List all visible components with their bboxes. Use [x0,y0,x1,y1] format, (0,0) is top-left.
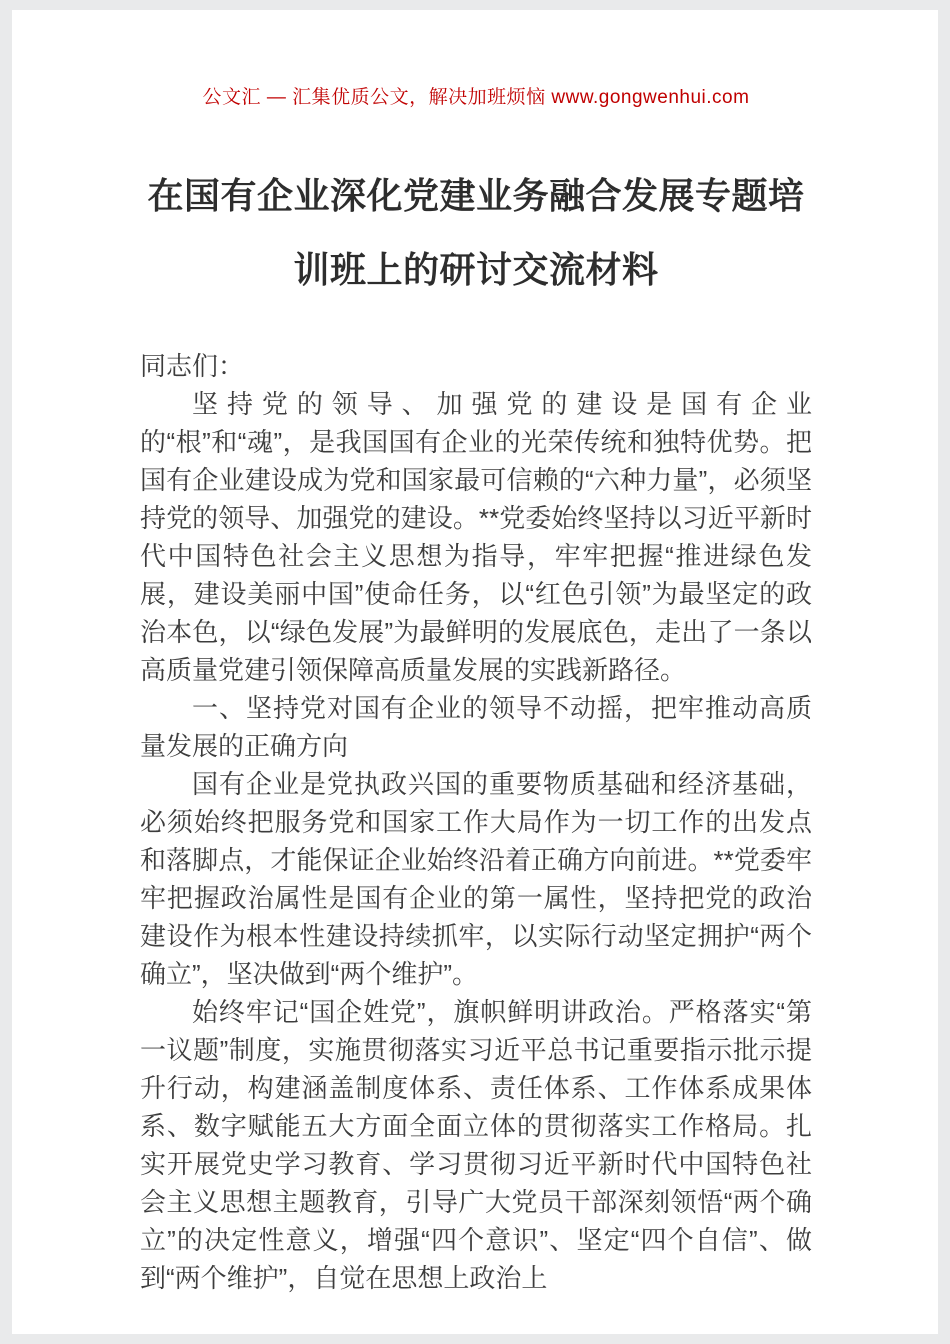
document-title: 在国有企业深化党建业务融合发展专题培训班上的研讨交流材料 [147,175,805,290]
paragraph: 坚持党的领导、加强党的建设是国有企业的“根”和“魂”，是我国国有企业的光荣传统和独特优势。把国有企业建设成为党和国家最可信赖的“六种力量”，必须坚持党的领导、加强党的建设。**党委始终坚持以习近平新时代中国特色社会主义思想为指导，牢牢把握“推进绿色发展，建设美丽中国”使命任务，以“红色引领”为最坚定的政治本色，以“绿色发展”为最鲜明的发展底色，走出了一条以高质量党建引领保障高质量发展的实践新路径。 [140,389,812,685]
document-page [12,10,938,1334]
paragraph: 国有企业是党执政兴国的重要物质基础和经济基础，必须始终把服务党和国家工作大局作为一切工作的出发点和落脚点，才能保证企业始终沿着正确方向前进。**党委牢牢把握政治属性是国有企业的第一属性，坚持把党的政治建设作为根本性建设持续抓牢，以实际行动坚定拥护“两个确立”，坚决做到“两个维护”。 [140,769,812,989]
section-heading: 一、坚持党对国有企业的领导不动摇，把牢推动高质量发展的正确方向 [140,693,812,761]
paragraph: 始终牢记“国企姓党”，旗帜鲜明讲政治。严格落实“第一议题”制度，实施贯彻落实习近平总书记重要指示批示提升行动，构建涵盖制度体系、责任体系、工作体系成果体系、数字赋能五大方面全面立体的贯彻落实工作格局。扎实开展党史学习教育、学习贯彻习近平新时代中国特色社会主义思想主题教育，引导广大党员干部深刻领悟“两个确立”的决定性意义，增强“四个意识”、坚定“四个自信”、做到“两个维护”，自觉在思想上政治上 [140,997,812,1293]
watermark-header: 公文汇 — 汇集优质公文，解决加班烦恼 www.gongwenhui.com [202,87,750,108]
document-body [140,347,812,1297]
paragraph: 同志们： [140,351,245,381]
